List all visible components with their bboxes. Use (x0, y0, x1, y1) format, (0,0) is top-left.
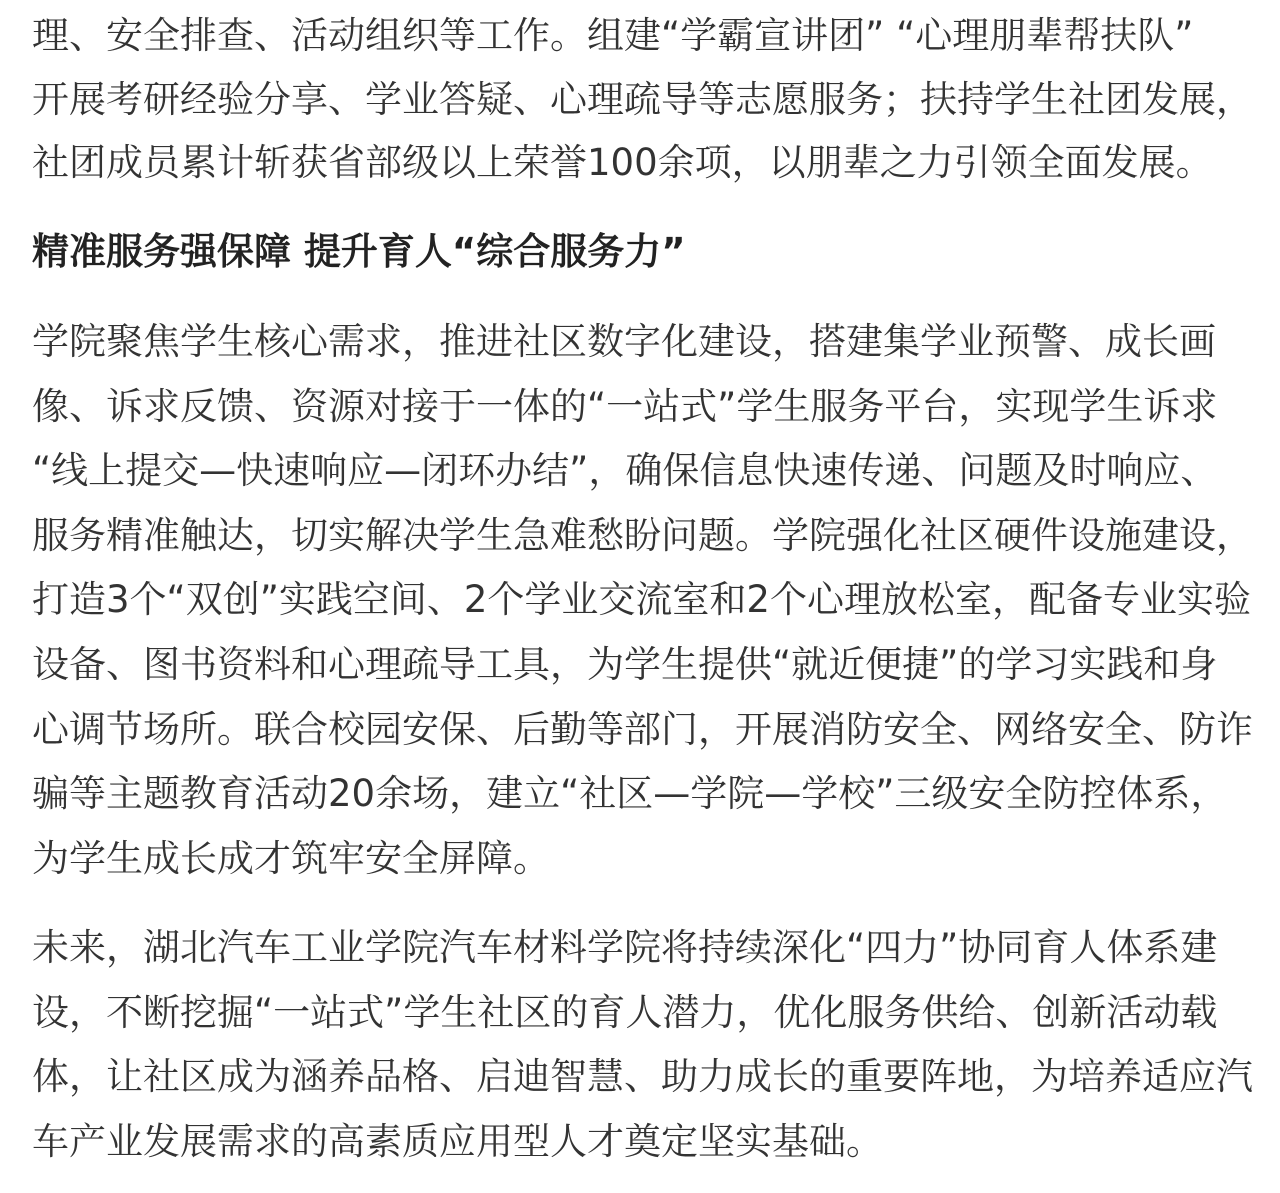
paragraph-2-line-4: 服务精准触达，切实解决学生急难愁盼问题。学院强化社区硬件设施建设， (32, 514, 1253, 557)
paragraph-2-line-8: 骗等主题教育活动20余场，建立“社区—学院—学校”三级安全防控体系， (32, 772, 1228, 815)
paragraph-2-line-7: 心调节场所。联合校园安保、后勤等部门，开展消防安全、网络安全、防诈 (32, 708, 1253, 751)
paragraph-2-line-5: 打造3个“双创”实践空间、2个学业交流室和2个心理放松室，配备专业实验 (32, 578, 1251, 621)
paragraph-2-line-1: 学院聚焦学生核心需求，推进社区数字化建设，搭建集学业预警、成长画 (32, 320, 1216, 363)
paragraph-2-line-6: 设备、图书资料和心理疏导工具，为学生提供“就近便捷”的学习实践和身 (32, 643, 1218, 686)
section-heading: 精准服务强保障 提升育人“综合服务力” (32, 230, 686, 273)
paragraph-2-line-2: 像、诉求反馈、资源对接于一体的“一站式”学生服务平台，实现学生诉求 (32, 385, 1218, 428)
paragraph-2-line-9: 为学生成长成才筑牢安全屏障。 (32, 837, 550, 880)
paragraph-3-line-3: 体，让社区成为涵养品格、启迪智慧、助力成长的重要阵地，为培养适应汽 (32, 1055, 1253, 1098)
paragraph-1-line-2: 开展考研经验分享、学业答疑、心理疏导等志愿服务；扶持学生社团发展， (32, 78, 1253, 121)
paragraph-3-line-2: 设，不断挖掘“一站式”学生社区的育人潜力，优化服务供给、创新活动载 (32, 991, 1218, 1034)
paragraph-3-line-4: 车产业发展需求的高素质应用型人才奠定坚实基础。 (32, 1120, 883, 1163)
paragraph-1-line-3: 社团成员累计斩获省部级以上荣誉100余项，以朋辈之力引领全面发展。 (32, 141, 1213, 184)
paragraph-1-line-1: 理、安全排查、活动组织等工作。组建“学霸宣讲团” “心理朋辈帮扶队” (32, 14, 1194, 57)
paragraph-2-line-3: “线上提交—快速响应—闭环办结”，确保信息快速传递、问题及时响应、 (32, 449, 1218, 492)
paragraph-3-line-1: 未来，湖北汽车工业学院汽车材料学院将持续深化“四力”协同育人体系建 (32, 926, 1218, 969)
